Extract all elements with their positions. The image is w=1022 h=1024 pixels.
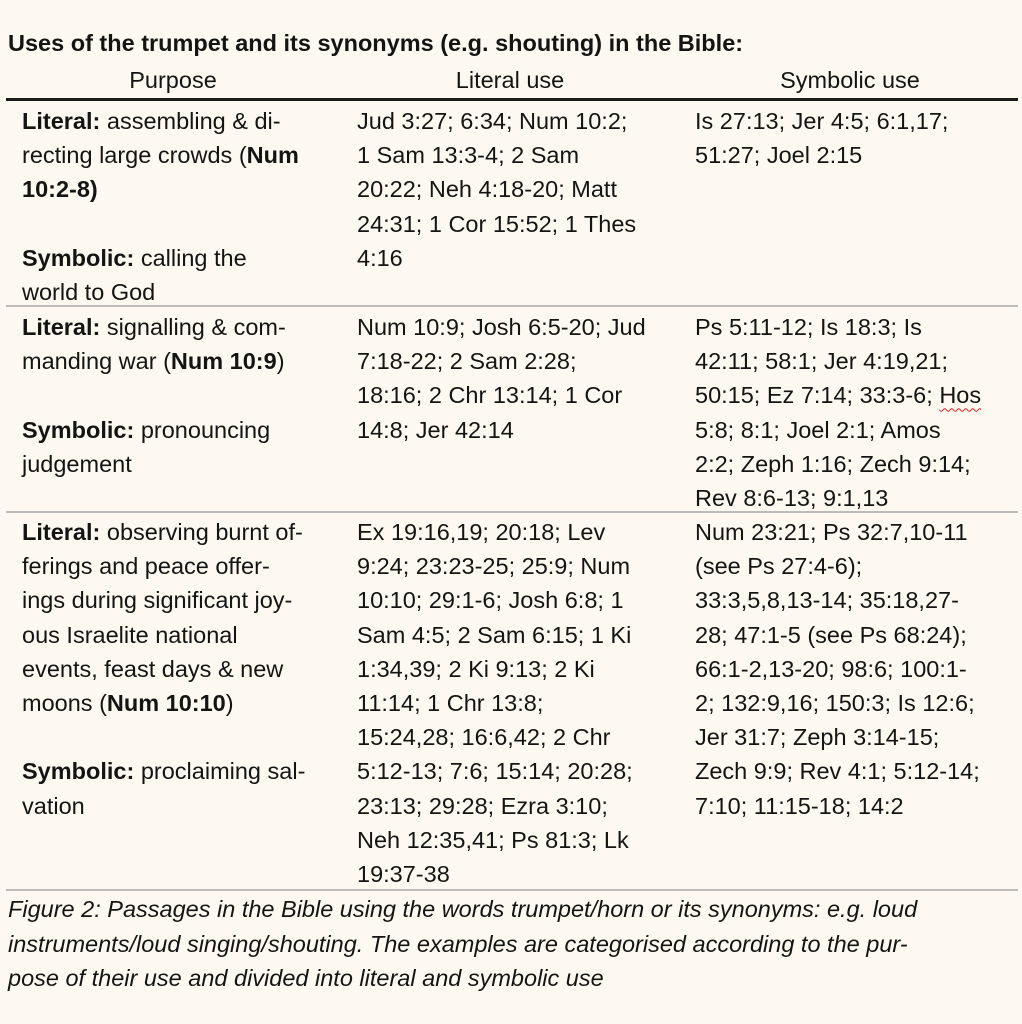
scripture-ref: 10:2-8) [22,176,98,203]
reference-line: 23:13; 29:28; Ezra 3:10; [357,792,608,819]
row-3-literal-cell [357,515,682,891]
reference-line: Is 27:13; Jer 4:5; 6:1,17; [695,108,949,134]
purpose-text: signalling & com- [106,314,286,340]
literal-label: Literal: [22,108,101,134]
purpose-text: pronouncing [140,416,271,443]
reference-line: Sam 4:5; 2 Sam 6:15; 1 Ki [357,621,632,648]
row-2-purpose-cell [22,310,338,481]
purpose-text: observing burnt of- [106,519,303,545]
reference-line: Jer 31:7; Zeph 3:14-15; [695,724,940,751]
reference-line: 1:34,39; 2 Ki 9:13; 2 Ki [357,655,595,682]
purpose-text: ) [276,348,285,375]
reference-line: 1 Sam 13:3-4; 2 Sam [357,142,580,169]
reference-line: Rev 8:6-13; 9:1,13 [695,485,889,512]
purpose-line [22,413,338,447]
purpose-line: vation [22,792,85,819]
purpose-text: calling the [140,244,247,271]
reference-line: 28; 47:1-5 (see Ps 68:24); [695,621,967,648]
purpose-line [22,754,338,788]
reference-line: 2; 132:9,16; 150:3; Is 12:6; [695,690,975,717]
reference-line: 15:24,28; 16:6,42; 2 Chr [357,724,611,751]
purpose-text: judgement [22,450,132,477]
reference-line: 9:24; 23:23-25; 25:9; Num [357,553,631,580]
purpose-line [22,447,338,481]
reference-line: 7:10; 11:15-18; 14:2 [695,792,904,819]
purpose-line [22,344,338,378]
purpose-line: ous Israelite national [22,621,238,648]
column-header-symbolic-use: Symbolic use [780,67,920,93]
purpose-line [22,104,338,138]
purpose-text: proclaiming sal- [140,758,306,785]
caption-line: pose of their use and divided into literal and symbolic use [8,965,604,991]
reference-line: 24:31; 1 Cor 15:52; 1 Thes [357,210,637,237]
caption-line: Figure 2: Passages in the Bible using the words trumpet/horn or its synonyms: e.g. loud [8,896,918,922]
purpose-text: recting large crowds ( [22,142,247,169]
row-2-literal-cell [357,310,682,447]
reference-line: 14:8; Jer 42:14 [357,416,514,443]
literal-label: Literal: [22,314,101,340]
purpose-line [22,310,338,344]
purpose-line [22,241,338,275]
spellcheck-flagged-word: Hos [939,382,982,409]
symbolic-label: Symbolic: [22,758,135,785]
symbolic-label: Symbolic: [22,244,135,271]
row-divider [6,511,1018,513]
row-divider [6,305,1018,307]
table-bottom-rule [6,889,1018,891]
reference-line: 42:11; 58:1; Jer 4:19,21; [695,348,949,375]
reference-line [695,378,1013,412]
purpose-text: world to God [22,279,156,305]
row-3-symbolic-cell [695,515,1013,823]
literal-label: Literal: [22,519,101,545]
column-header-literal-use: Literal use [455,67,565,93]
reference-line: 10:10; 29:1-6; Josh 6:8; 1 [357,587,624,614]
reference-line: Num 10:9; Josh 6:5-20; Jud [357,314,646,340]
scripture-ref: Num 10:9 [170,348,277,375]
reference-line: 2:2; Zeph 1:16; Zech 9:14; [695,450,971,477]
purpose-line [22,138,338,172]
row-1-purpose-cell [22,104,338,309]
purpose-line: events, feast days & new [22,655,284,682]
purpose-line: ings during significant joy- [22,587,293,614]
purpose-text: assembling & di- [106,108,281,134]
purpose-line: ferings and peace offer- [22,553,270,580]
row-3-purpose-cell [22,515,338,823]
reference-line: 11:14; 1 Chr 13:8; [357,690,544,717]
reference-line: Jud 3:27; 6:34; Num 10:2; [357,108,628,134]
reference-line: 4:16 [357,244,403,271]
reference-line: 7:18-22; 2 Sam 2:28; [357,348,577,375]
reference-line: Ps 5:11-12; Is 18:3; Is [695,314,922,340]
column-header-purpose: Purpose [129,67,217,93]
figure-caption [8,892,1013,996]
purpose-text: moons ( [22,690,107,717]
reference-line: Neh 12:35,41; Ps 81:3; Lk [357,826,629,853]
purpose-text: manding war ( [22,348,171,375]
reference-line: 5:8; 8:1; Joel 2:1; Amos [695,416,941,443]
row-1-symbolic-cell [695,104,1013,172]
scripture-ref: Num 10:10 [106,690,226,717]
purpose-line [22,686,338,720]
table-title: Uses of the trumpet and its synonyms (e.g. shouting) in the Bible: [8,30,744,56]
purpose-line [22,172,338,206]
row-2-symbolic-cell [695,310,1013,515]
reference-line: 19:37-38 [357,861,450,888]
purpose-text: ) [225,690,234,717]
header-rule [6,98,1018,101]
symbolic-label: Symbolic: [22,416,135,443]
reference-line: 66:1-2,13-20; 98:6; 100:1- [695,655,967,682]
reference-text: 50:15; Ez 7:14; 33:3-6; [695,382,940,409]
reference-line: Num 23:21; Ps 32:7,10-11 [695,519,968,545]
reference-line: 18:16; 2 Chr 13:14; 1 Cor [357,382,623,409]
reference-line: 5:12-13; 7:6; 15:14; 20:28; [357,758,633,785]
reference-line: 51:27; Joel 2:15 [695,142,863,169]
reference-line: 33:3,5,8,13-14; 35:18,27- [695,587,959,614]
reference-line: Ex 19:16,19; 20:18; Lev [357,519,606,545]
row-1-literal-cell [357,104,682,275]
reference-line: Zech 9:9; Rev 4:1; 5:12-14; [695,758,980,785]
scripture-ref: Num [246,142,299,169]
reference-line: (see Ps 27:4-6); [695,553,863,580]
purpose-line [22,515,338,549]
caption-line: instruments/loud singing/shouting. The examples are categorised according to the pur- [8,930,908,957]
reference-line: 20:22; Neh 4:18-20; Matt [357,176,617,203]
